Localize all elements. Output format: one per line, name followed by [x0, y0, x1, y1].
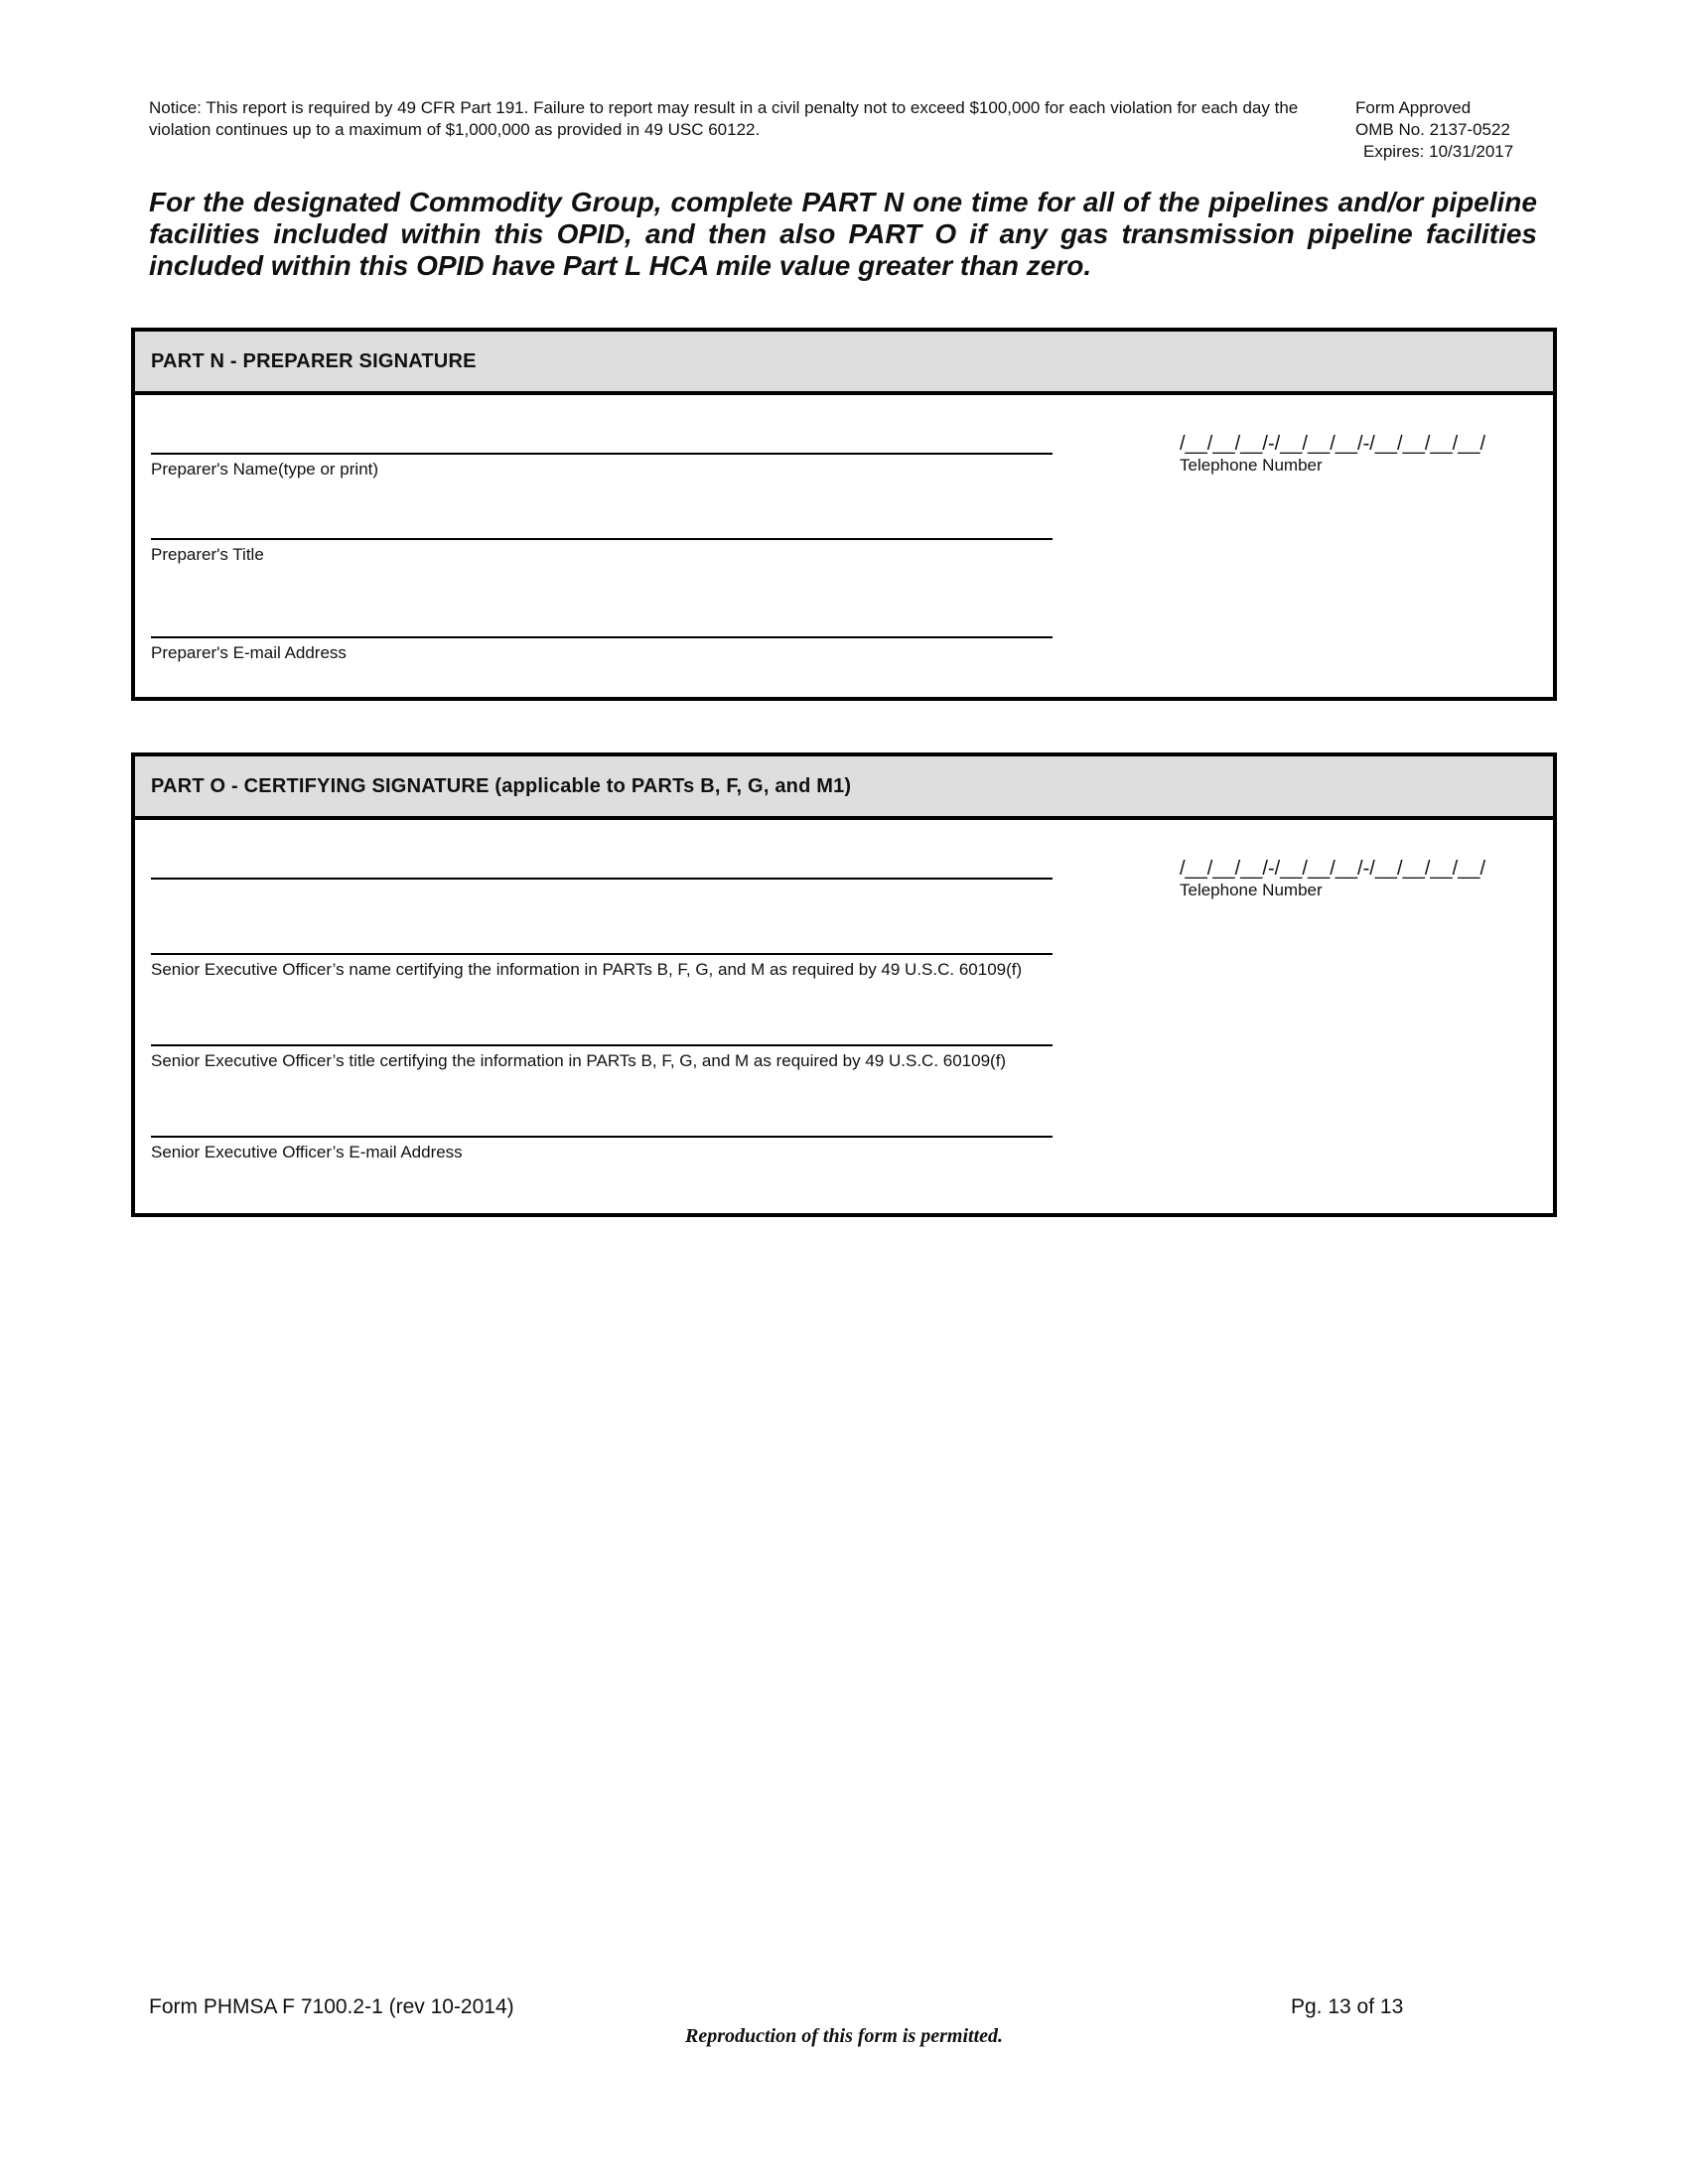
certifier-signature-field[interactable] — [151, 878, 1053, 880]
preparer-email-label: Preparer's E-mail Address — [151, 643, 347, 662]
part-o-section — [131, 752, 1557, 1217]
page-number: Pg. 13 of 13 — [1291, 1995, 1404, 2018]
part-o-title: PART O - CERTIFYING SIGNATURE (applicable to PARTs B, F, G, and M1) — [135, 756, 1553, 820]
omb-number: OMB No. 2137-0522 — [1355, 120, 1510, 139]
certifier-email-label: Senior Executive Officer’s E-mail Address — [151, 1143, 463, 1161]
certifier-title-label: Senior Executive Officer’s title certifying the information in PARTs B, F, G, and M as required by 49 U.S.C. 60109(f) — [151, 1051, 1007, 1070]
preparer-email-field[interactable] — [151, 636, 1053, 638]
regulatory-notice: Notice: This report is required by 49 CFR Part 191. Failure to report may result in a civil penalty not to exceed $100,000 for each violation for each day the violation continues up to a maximum of $1,000,000 as provided in 49 USC 60122. — [149, 98, 1299, 139]
preparer-title-field[interactable] — [151, 538, 1053, 540]
reproduction-notice: Reproduction of this form is permitted. — [684, 2025, 1004, 2047]
expiration-date: Expires: 10/31/2017 — [1363, 142, 1514, 161]
preparer-name-field[interactable] — [151, 453, 1053, 455]
part-n-title: PART N - PREPARER SIGNATURE — [135, 332, 1553, 395]
form-approved-text: Form Approved — [1355, 98, 1472, 117]
preparer-phone-field[interactable]: /__/__/__/-/__/__/__/-/__/__/__/__/ — [1180, 433, 1486, 455]
preparer-title-label: Preparer's Title — [151, 545, 264, 564]
form-identifier: Form PHMSA F 7100.2-1 (rev 10-2014) — [149, 1995, 514, 2018]
part-n-section — [131, 328, 1557, 701]
instructions-text: For the designated Commodity Group, complete PART N one time for all of the pipelines and/or pipeline facilities included within this OPID, and then also PART O if any gas transmission pipeline facilities included within this OPID have Part L HCA mile value greater than zero. — [149, 187, 1537, 281]
certifier-title-field[interactable] — [151, 1044, 1053, 1046]
certifier-phone-field[interactable]: /__/__/__/-/__/__/__/-/__/__/__/__/ — [1180, 858, 1486, 880]
preparer-phone-label: Telephone Number — [1180, 456, 1323, 475]
preparer-name-label: Preparer's Name(type or print) — [151, 460, 379, 478]
certifier-phone-label: Telephone Number — [1180, 881, 1323, 899]
certifier-name-label: Senior Executive Officer’s name certifying the information in PARTs B, F, G, and M as required by 49 U.S.C. 60109(f) — [151, 960, 1023, 979]
certifier-email-field[interactable] — [151, 1136, 1053, 1138]
certifier-name-field[interactable] — [151, 953, 1053, 955]
form-approval-block — [1355, 97, 1554, 163]
